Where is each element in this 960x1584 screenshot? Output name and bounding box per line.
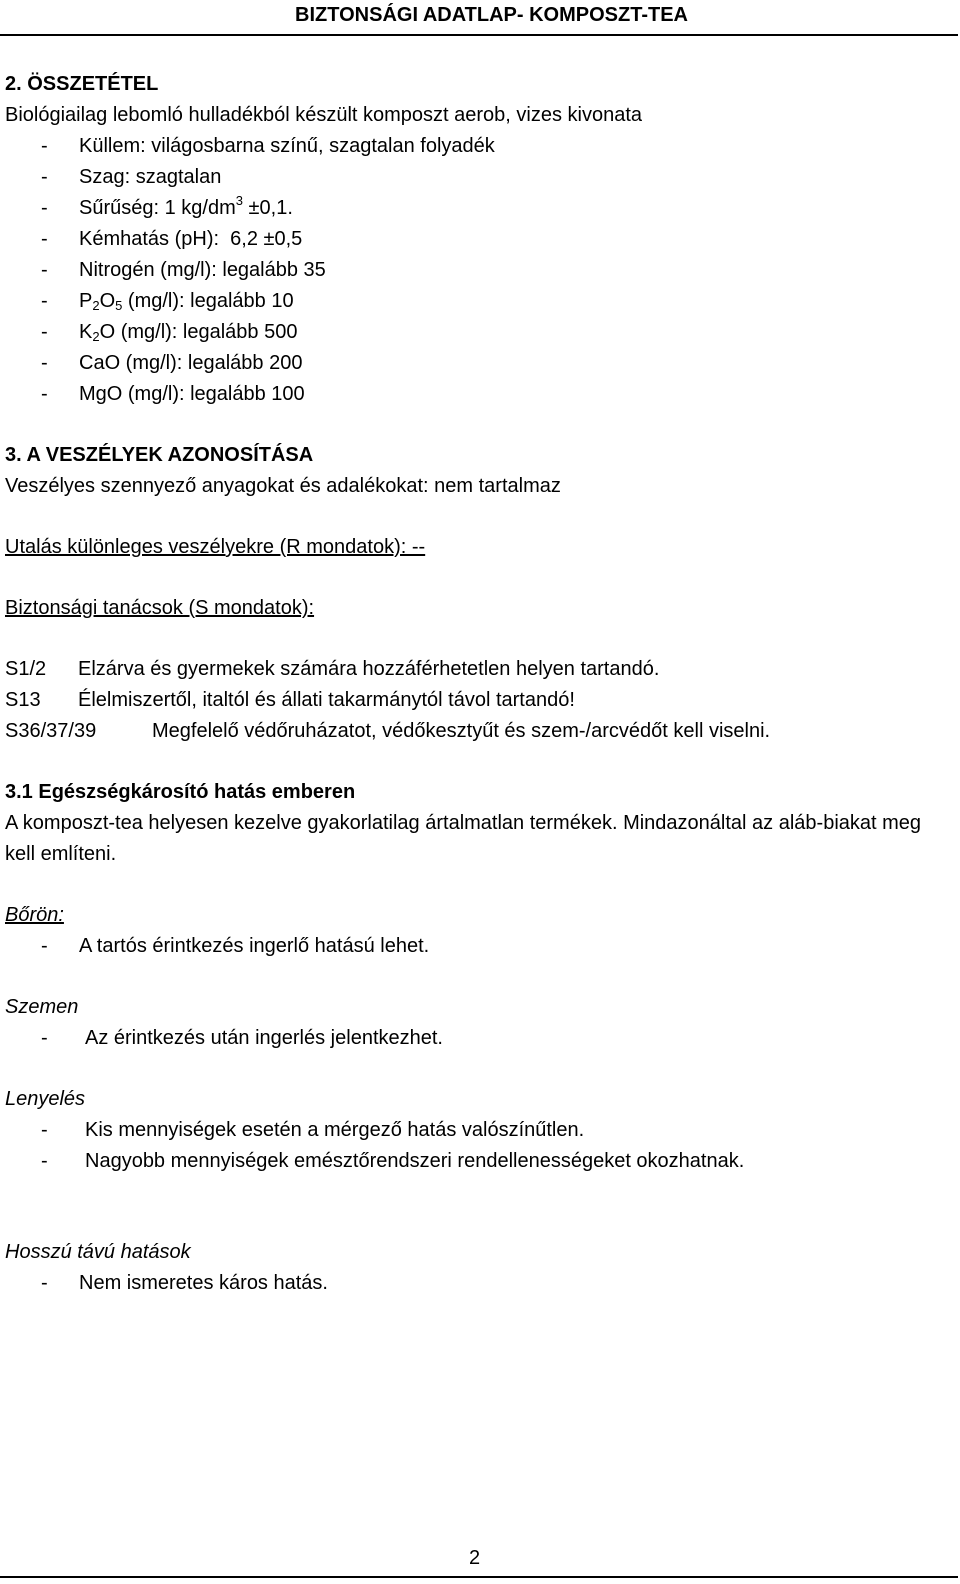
composition-item-text: Szag: szagtalan (79, 166, 222, 188)
effect-text: Nagyobb mennyiségek emésztőrendszeri rendellenességeket okozhatnak. (85, 1150, 745, 1172)
composition-item-nitrogen (5, 255, 944, 286)
spacer (5, 1054, 944, 1084)
bullet-dash: - (41, 1150, 48, 1172)
section-title: Egészségkárosító hatás emberen (32, 781, 356, 803)
s-phrase-code: S13 (5, 689, 41, 711)
spacer (5, 410, 944, 440)
effect-text: A tartós érintkezés ingerlő hatású lehet. (79, 935, 430, 957)
long-term-label: Hosszú távú hatások (5, 1241, 191, 1263)
hazardous-substances: Veszélyes szennyező anyagokat és adalékokat: nem tartalmaz (5, 475, 561, 497)
s-phrase-row (5, 654, 944, 685)
composition-item-p2o5 (5, 286, 944, 317)
bullet-dash: - (41, 352, 48, 374)
footer-rule (0, 1576, 958, 1578)
composition-item-text: MgO (mg/l): legalább 100 (79, 383, 305, 405)
spacer (5, 962, 944, 992)
eyes-effect-item (5, 1023, 944, 1054)
spacer (5, 502, 944, 532)
ingestion-effect-item (5, 1146, 944, 1177)
composition-item-k2o (5, 317, 944, 348)
formula-rest: (mg/l): legalább 10 (122, 290, 294, 312)
spacer (5, 870, 944, 900)
s-phrase-row (5, 685, 944, 716)
spacer (5, 1177, 944, 1207)
composition-item-cao (5, 348, 944, 379)
composition-item-kemhatas (5, 224, 944, 255)
eyes-label: Szemen (5, 996, 79, 1018)
health-effects-paragraph: A komposzt-tea helyesen kezelve gyakorlatilag ártalmatlan termékek. Mindazonáltal az aláb-biakat meg kell említeni. (5, 812, 922, 865)
spacer (5, 747, 944, 777)
composition-item-text: Kémhatás (pH): 6,2 ±0,5 (79, 228, 303, 250)
document-header-title: BIZTONSÁGI ADATLAP- KOMPOSZT-TEA (295, 4, 688, 26)
bullet-dash: - (41, 290, 48, 312)
density-text: Sűrűség: 1 kg/dm (79, 197, 236, 219)
s-phrase-code: S1/2 (5, 658, 47, 680)
bullet-dash: - (41, 259, 48, 281)
composition-item-text (79, 321, 297, 343)
spacer (5, 1207, 944, 1237)
s-phrase-code: S36/37/39 (5, 720, 97, 742)
bullet-dash: - (41, 1119, 48, 1141)
bullet-dash: - (41, 935, 48, 957)
composition-item-kullem (5, 131, 944, 162)
formula-subscript: 2 (92, 329, 100, 344)
skin-effect-item (5, 931, 944, 962)
s-phrase-row (5, 716, 944, 747)
s-phrase-text: Megfelelő védőruházatot, védőkesztyűt és szem-/arcvédőt kell viselni. (152, 720, 771, 742)
s-phrases-heading: Biztonsági tanácsok (S mondatok): (5, 597, 315, 619)
bullet-dash: - (41, 1272, 48, 1294)
bullet-dash: - (41, 135, 48, 157)
bullet-dash: - (41, 228, 48, 250)
document-body (5, 69, 944, 1299)
composition-item-mgo (5, 379, 944, 410)
page-number: 2 (469, 1547, 481, 1569)
effect-text: Kis mennyiségek esetén a mérgező hatás valószínűtlen. (85, 1119, 585, 1141)
s-phrase-text: Élelmiszertől, italtól és állati takarmánytól távol tartandó! (78, 689, 575, 711)
formula-part: O (99, 290, 116, 312)
ingestion-label: Lenyelés (5, 1088, 86, 1110)
formula-rest: O (mg/l): legalább 500 (99, 321, 298, 343)
density-exponent: 3 (235, 193, 243, 208)
s-phrase-text: Elzárva és gyermekek számára hozzáférhetetlen helyen tartandó. (78, 658, 660, 680)
bullet-dash: - (41, 321, 48, 343)
long-term-effect-item (5, 1268, 944, 1299)
composition-item-text: CaO (mg/l): legalább 200 (79, 352, 303, 374)
formula-part: K (79, 321, 93, 343)
section-3-heading: 3. A VESZÉLYEK AZONOSÍTÁSA (5, 444, 314, 466)
formula-part: P (79, 290, 93, 312)
density-tolerance: ±0,1. (242, 197, 293, 219)
bullet-dash: - (41, 1027, 48, 1049)
skin-label: Bőrön: (5, 904, 64, 926)
effect-text: Nem ismeretes káros hatás. (79, 1272, 328, 1294)
formula-subscript: 5 (115, 298, 123, 313)
spacer (5, 563, 944, 593)
bullet-dash: - (41, 383, 48, 405)
bullet-dash: - (41, 166, 48, 188)
formula-subscript: 2 (92, 298, 100, 313)
composition-item-text: Küllem: világosbarna színű, szagtalan folyadék (79, 135, 495, 157)
effect-text: Az érintkezés után ingerlés jelentkezhet. (85, 1027, 443, 1049)
composition-item-text: Nitrogén (mg/l): legalább 35 (79, 259, 326, 281)
section-2-intro: Biológiailag lebomló hulladékból készült komposzt aerob, vizes kivonata (5, 104, 643, 126)
composition-item-suruseg (5, 193, 944, 224)
r-phrases: Utalás különleges veszélyekre (R mondatok): -- (5, 536, 426, 558)
section-2-heading: 2. ÖSSZETÉTEL (5, 73, 159, 95)
composition-item-szag (5, 162, 944, 193)
spacer (5, 624, 944, 654)
section-number: 3.1 (5, 781, 33, 803)
composition-item-text (79, 193, 293, 219)
ingestion-effect-item (5, 1115, 944, 1146)
composition-item-text (79, 290, 294, 312)
section-3-1-heading (5, 777, 944, 808)
header-rule (0, 34, 958, 36)
bullet-dash: - (41, 197, 48, 219)
